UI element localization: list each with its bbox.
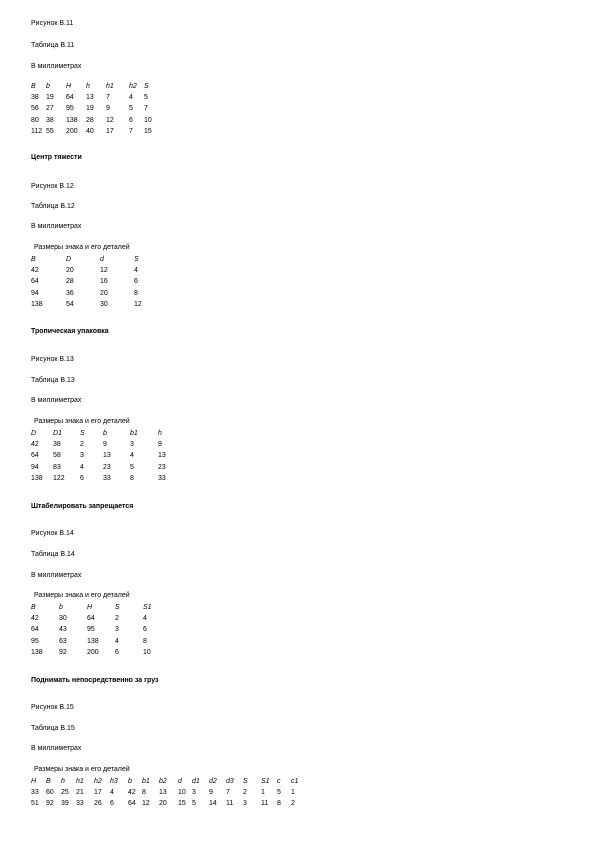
- table-cell: 54: [66, 300, 74, 308]
- table-cell: 33: [31, 789, 39, 797]
- table-cell: 43: [59, 626, 67, 634]
- dimension-table-v15: [31, 778, 303, 812]
- table-cell: 10: [144, 116, 152, 124]
- table-cell: 4: [80, 463, 84, 471]
- sign-label-v14: Поднимать непосредственно за груз: [31, 677, 159, 684]
- table-cell: 38: [53, 441, 61, 449]
- table-cell: 83: [53, 463, 61, 471]
- figure-title-v12: Рисунок В.12: [31, 183, 74, 190]
- table-cell: 30: [59, 615, 67, 623]
- sign-label-v11: Центр тяжести: [31, 154, 82, 161]
- table-cell: 19: [46, 94, 54, 102]
- table-cell: 4: [143, 615, 147, 623]
- table-cell: 64: [31, 452, 39, 460]
- table-cell: 4: [115, 637, 119, 645]
- table-cell: 33: [76, 800, 84, 808]
- table-row: [31, 267, 154, 278]
- table-cell: 19: [86, 105, 94, 113]
- table-cell: 23: [103, 463, 111, 471]
- table-cell: 28: [86, 116, 94, 124]
- table-cell: 3: [80, 452, 84, 460]
- table-cell: 12: [100, 267, 108, 275]
- table-caption-v13: Размеры знака и его деталей: [34, 418, 130, 425]
- table-cell: 21: [76, 789, 84, 797]
- header-cell: S: [144, 83, 149, 90]
- table-cell: 7: [226, 789, 230, 797]
- header-cell: H: [66, 83, 72, 90]
- header-cell: H: [87, 604, 93, 611]
- table-cell: 4: [134, 267, 138, 275]
- table-cell: 63: [59, 637, 67, 645]
- table-row: [31, 615, 163, 626]
- table-cell: 122: [53, 474, 65, 482]
- table-cell: 9: [106, 105, 110, 113]
- table-cell: 42: [31, 615, 39, 623]
- table-cell: 58: [53, 452, 61, 460]
- table-cell: 94: [31, 289, 39, 297]
- table-cell: 5: [277, 789, 281, 797]
- table-cell: 3: [243, 800, 247, 808]
- table-cell: 6: [80, 474, 84, 482]
- table-cell: 9: [158, 441, 162, 449]
- table-header-row: [31, 778, 303, 789]
- table-cell: 6: [134, 278, 138, 286]
- table-cell: 6: [143, 626, 147, 634]
- table-cell: 10: [178, 789, 186, 797]
- table-cell: 2: [243, 789, 247, 797]
- table-title-v12: Таблица В.12: [31, 203, 75, 210]
- table-cell: 20: [66, 267, 74, 275]
- header-cell: b: [103, 430, 107, 437]
- table-cell: 5: [144, 94, 148, 102]
- table-row: [31, 649, 163, 660]
- table-row: [31, 117, 159, 128]
- header-cell: d3: [226, 778, 234, 785]
- header-cell: d2: [209, 778, 217, 785]
- header-cell: B: [31, 83, 36, 90]
- table-title-v14: Таблица В.14: [31, 551, 75, 558]
- dimension-table-v12: [31, 256, 154, 312]
- table-cell: 94: [31, 463, 39, 471]
- table-header-row: [31, 430, 173, 441]
- header-cell: S: [80, 430, 85, 437]
- dimension-table-v11: [31, 83, 159, 139]
- table-cell: 11: [261, 800, 269, 808]
- header-cell: d1: [192, 778, 200, 785]
- table-cell: 23: [158, 463, 166, 471]
- table-row: [31, 94, 159, 105]
- table-cell: 8: [142, 789, 146, 797]
- header-cell: S: [134, 256, 139, 263]
- table-cell: 3: [115, 626, 119, 634]
- table-cell: 13: [158, 452, 166, 460]
- table-cell: 28: [66, 278, 74, 286]
- header-cell: B: [31, 604, 36, 611]
- table-row: [31, 452, 173, 463]
- table-cell: 15: [178, 800, 186, 808]
- header-cell: D: [31, 430, 37, 437]
- table-row: [31, 105, 159, 116]
- table-header-row: [31, 83, 159, 94]
- header-cell: d: [100, 256, 104, 263]
- table-cell: 42: [31, 267, 39, 275]
- table-cell: 8: [277, 800, 281, 808]
- table-row: [31, 789, 303, 800]
- table-cell: 11: [226, 800, 234, 808]
- table-cell: 13: [103, 452, 111, 460]
- figure-title-v11: Рисунок В.11: [31, 20, 74, 27]
- table-cell: 92: [46, 800, 54, 808]
- table-row: [31, 278, 154, 289]
- table-cell: 56: [31, 105, 39, 113]
- table-cell: 7: [106, 94, 110, 102]
- table-cell: 64: [31, 278, 39, 286]
- table-cell: 9: [103, 441, 107, 449]
- table-cell: 6: [110, 800, 114, 808]
- figure-title-v15: Рисунок В.15: [31, 704, 74, 711]
- table-cell: 112: [31, 127, 43, 135]
- table-cell: 55: [46, 127, 54, 135]
- table-cell: 13: [159, 789, 167, 797]
- table-row: [31, 301, 154, 312]
- units-note-v15: В миллиметрах: [31, 745, 82, 752]
- figure-title-v14: Рисунок В.14: [31, 530, 74, 537]
- table-cell: 138: [66, 116, 78, 124]
- table-cell: 5: [129, 105, 133, 113]
- table-cell: 16: [100, 278, 108, 286]
- header-cell: h: [61, 778, 65, 785]
- table-cell: 12: [134, 300, 142, 308]
- table-cell: 64: [87, 615, 95, 623]
- table-cell: 138: [31, 474, 43, 482]
- table-cell: 7: [129, 127, 133, 135]
- table-cell: 15: [144, 127, 152, 135]
- table-row: [31, 464, 173, 475]
- table-cell: 20: [100, 289, 108, 297]
- table-cell: 138: [31, 648, 43, 656]
- table-cell: 200: [87, 648, 99, 656]
- sign-label-v13: Штабелировать запрещается: [31, 503, 134, 510]
- table-cell: 3: [130, 441, 134, 449]
- table-cell: 95: [87, 626, 95, 634]
- table-row: [31, 128, 159, 139]
- table-header-row: [31, 604, 163, 615]
- table-cell: 2: [115, 615, 119, 623]
- table-header-row: [31, 256, 154, 267]
- header-cell: b2: [159, 778, 167, 785]
- table-cell: 42: [128, 789, 136, 797]
- header-cell: h2: [94, 778, 102, 785]
- header-cell: d: [178, 778, 182, 785]
- table-cell: 60: [46, 789, 54, 797]
- table-cell: 3: [192, 789, 196, 797]
- header-cell: h: [158, 430, 162, 437]
- units-note-v13: В миллиметрах: [31, 397, 82, 404]
- table-cell: 4: [129, 94, 133, 102]
- table-cell: 6: [115, 648, 119, 656]
- table-title-v15: Таблица В.15: [31, 725, 75, 732]
- table-cell: 38: [46, 116, 54, 124]
- table-cell: 20: [159, 800, 167, 808]
- table-cell: 38: [31, 94, 39, 102]
- table-cell: 8: [130, 474, 134, 482]
- table-cell: 40: [86, 127, 94, 135]
- table-cell: 4: [110, 789, 114, 797]
- table-cell: 10: [143, 648, 151, 656]
- table-cell: 138: [87, 637, 99, 645]
- table-cell: 17: [106, 127, 114, 135]
- table-row: [31, 441, 173, 452]
- header-cell: h3: [110, 778, 118, 785]
- table-cell: 33: [103, 474, 111, 482]
- table-row: [31, 800, 303, 811]
- header-cell: h1: [76, 778, 84, 785]
- table-cell: 12: [142, 800, 150, 808]
- table-caption-v14: Размеры знака и его деталей: [34, 592, 130, 599]
- units-note-v14: В миллиметрах: [31, 572, 82, 579]
- table-cell: 92: [59, 648, 67, 656]
- header-cell: b: [59, 604, 63, 611]
- table-title-v13: Таблица В.13: [31, 377, 75, 384]
- table-cell: 14: [209, 800, 217, 808]
- table-cell: 8: [134, 289, 138, 297]
- table-cell: 42: [31, 441, 39, 449]
- figure-title-v13: Рисунок В.13: [31, 356, 74, 363]
- table-cell: 9: [209, 789, 213, 797]
- table-cell: 5: [192, 800, 196, 808]
- header-cell: c: [277, 778, 281, 785]
- table-cell: 8: [143, 637, 147, 645]
- header-cell: S1: [261, 778, 270, 785]
- header-cell: h2: [129, 83, 137, 90]
- table-cell: 36: [66, 289, 74, 297]
- header-cell: S: [115, 604, 120, 611]
- table-cell: 64: [128, 800, 136, 808]
- table-cell: 39: [61, 800, 69, 808]
- header-cell: B: [46, 778, 51, 785]
- header-cell: D: [66, 256, 72, 263]
- table-cell: 95: [31, 637, 39, 645]
- header-cell: B: [31, 256, 36, 263]
- table-cell: 95: [66, 105, 74, 113]
- table-cell: 33: [158, 474, 166, 482]
- table-cell: 80: [31, 116, 39, 124]
- dimension-table-v13: [31, 430, 173, 486]
- table-caption-v15: Размеры знака и его деталей: [34, 766, 130, 773]
- header-cell: D1: [53, 430, 62, 437]
- table-cell: 26: [94, 800, 102, 808]
- table-cell: 13: [86, 94, 94, 102]
- header-cell: b: [128, 778, 132, 785]
- header-cell: b1: [142, 778, 150, 785]
- table-row: [31, 290, 154, 301]
- header-cell: S1: [143, 604, 152, 611]
- table-cell: 138: [31, 300, 43, 308]
- table-cell: 4: [130, 452, 134, 460]
- table-cell: 25: [61, 789, 69, 797]
- header-cell: b1: [130, 430, 138, 437]
- sign-label-v12: Тропическая упаковка: [31, 328, 109, 335]
- table-cell: 200: [66, 127, 78, 135]
- table-cell: 2: [80, 441, 84, 449]
- table-row: [31, 475, 173, 486]
- table-caption-v12: Размеры знака и его деталей: [34, 244, 130, 251]
- table-row: [31, 626, 163, 637]
- table-cell: 7: [144, 105, 148, 113]
- dimension-table-v14: [31, 604, 163, 660]
- header-cell: b: [46, 83, 50, 90]
- table-title-v11: Таблица В.11: [31, 42, 75, 49]
- header-cell: H: [31, 778, 37, 785]
- table-cell: 27: [46, 105, 54, 113]
- header-cell: h1: [106, 83, 114, 90]
- header-cell: h: [86, 83, 90, 90]
- table-cell: 2: [291, 800, 295, 808]
- table-cell: 17: [94, 789, 102, 797]
- table-cell: 1: [261, 789, 265, 797]
- table-cell: 51: [31, 800, 39, 808]
- table-cell: 5: [130, 463, 134, 471]
- units-note-v12: В миллиметрах: [31, 223, 82, 230]
- table-cell: 12: [106, 116, 114, 124]
- table-cell: 6: [129, 116, 133, 124]
- table-cell: 64: [31, 626, 39, 634]
- table-row: [31, 638, 163, 649]
- header-cell: S: [243, 778, 248, 785]
- table-cell: 1: [291, 789, 295, 797]
- table-cell: 30: [100, 300, 108, 308]
- table-cell: 64: [66, 94, 74, 102]
- units-note-v11: В миллиметрах: [31, 63, 82, 70]
- header-cell: c1: [291, 778, 299, 785]
